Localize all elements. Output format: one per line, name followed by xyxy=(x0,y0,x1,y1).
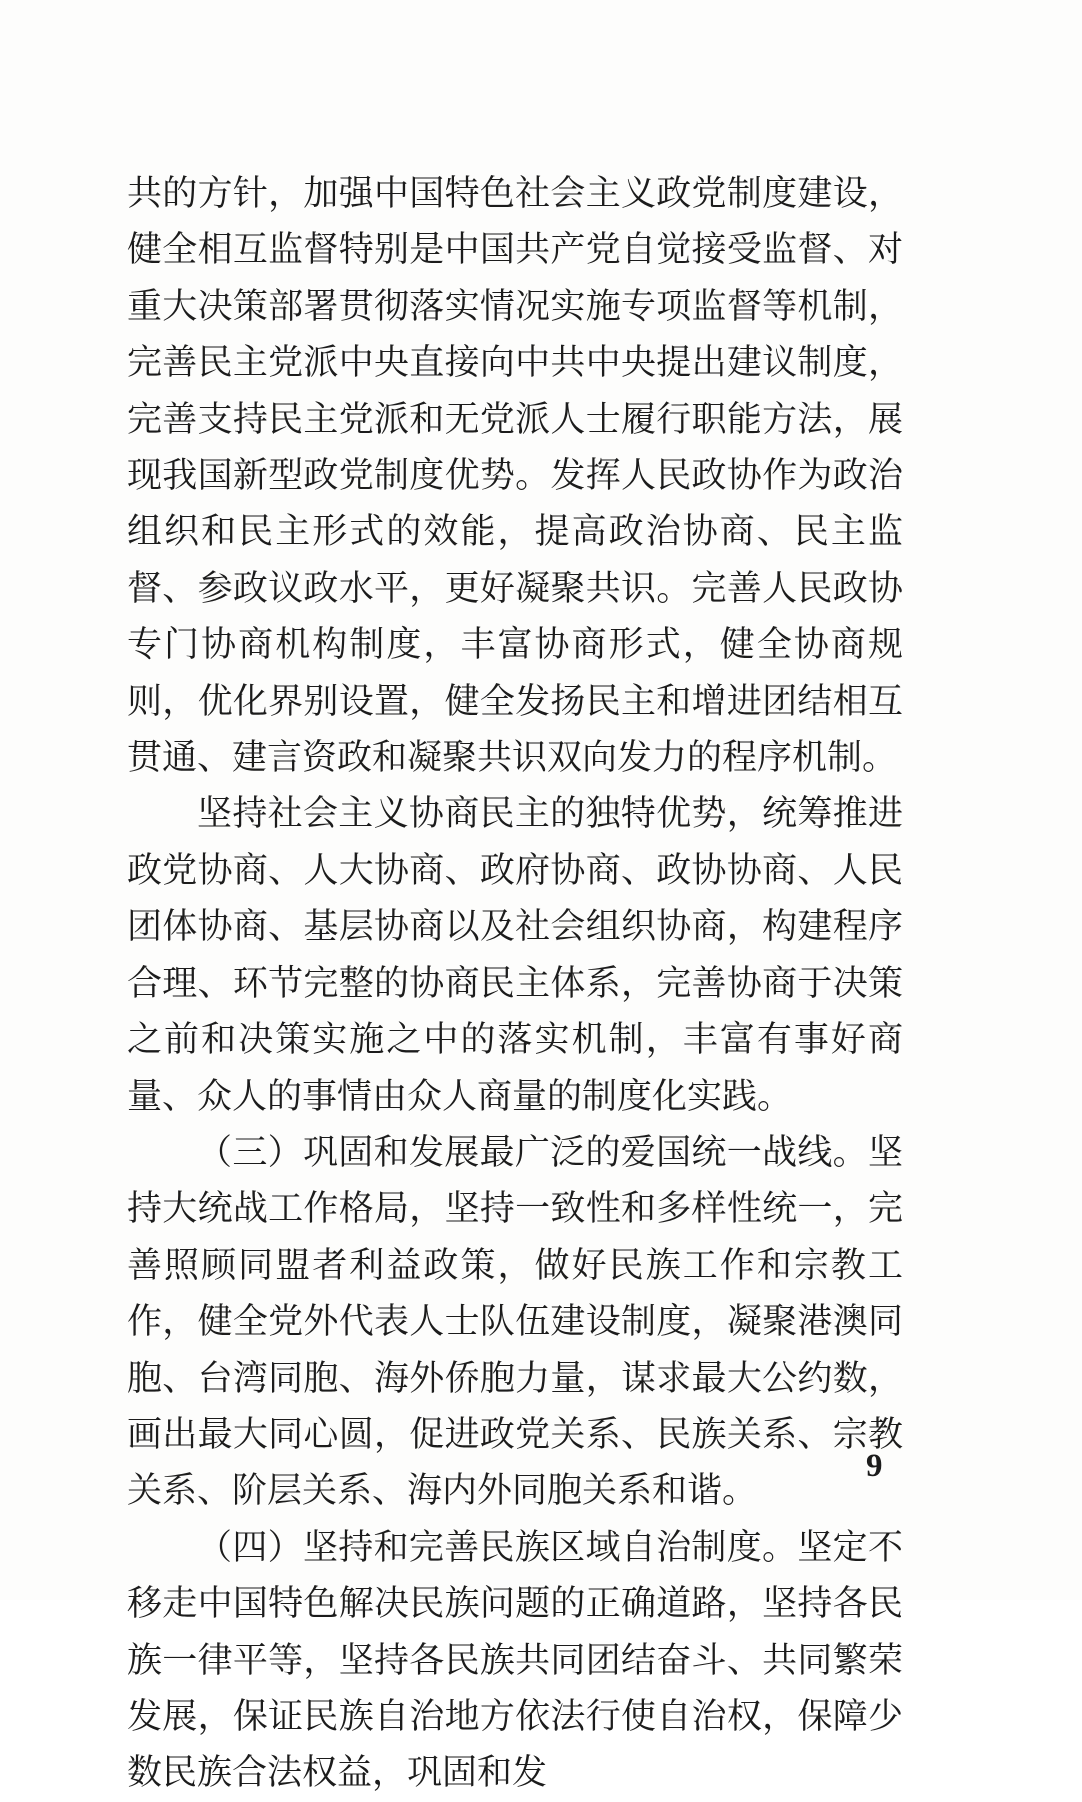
paragraph-3 xyxy=(127,1125,903,1520)
section-heading-4: （四）坚持和完善民族区域自治制度。 xyxy=(197,1527,798,1568)
paragraph-4 xyxy=(127,1520,903,1802)
page-number: 9 xyxy=(866,1448,883,1484)
paragraph-4-body: 坚定不移走中国特色解决民族问题的正确道路，坚持各民族一律平等，坚持各民族共同团结奋斗、共同繁荣发展，保证民族自治地方依法行使自治权，保障少数民族合法权益，巩固和发 xyxy=(127,1527,903,1794)
body-text xyxy=(127,166,903,1802)
section-heading-3: （三）巩固和发展最广泛的爱国统一战线。 xyxy=(197,1132,868,1173)
paragraph-1: 共的方针，加强中国特色社会主义政党制度建设，健全相互监督特别是中国共产党自觉接受监督、对重大决策部署贯彻落实情况实施专项监督等机制，完善民主党派中央直接向中共中央提出建议制度，完善支持民主党派和无党派人士履行职能方法，展现我国新型政党制度优势。发挥人民政协作为政治组织和民主形式的效能，提高政治协商、民主监督、参政议政水平，更好凝聚共识。完善人民政协专门协商机构制度，丰富协商形式，健全协商规则，优化界别设置，健全发扬民主和增进团结相互贯通、建言资政和凝聚共识双向发力的程序机制。 xyxy=(127,174,903,779)
paragraph-3-body: 坚持大统战工作格局，坚持一致性和多样性统一，完善照顾同盟者利益政策，做好民族工作和宗教工作，健全党外代表人士队伍建设制度，凝聚港澳同胞、台湾同胞、海外侨胞力量，谋求最大公约数，画出最大同心圆，促进政党关系、民族关系、宗教关系、阶层关系、海内外同胞关系和谐。 xyxy=(127,1132,903,1512)
paragraph-2: 坚持社会主义协商民主的独特优势，统筹推进政党协商、人大协商、政府协商、政协协商、人民团体协商、基层协商以及社会组织协商，构建程序合理、环节完整的协商民主体系，完善协商于决策之前和决策实施之中的落实机制，丰富有事好商量、众人的事情由众人商量的制度化实践。 xyxy=(127,794,903,1117)
